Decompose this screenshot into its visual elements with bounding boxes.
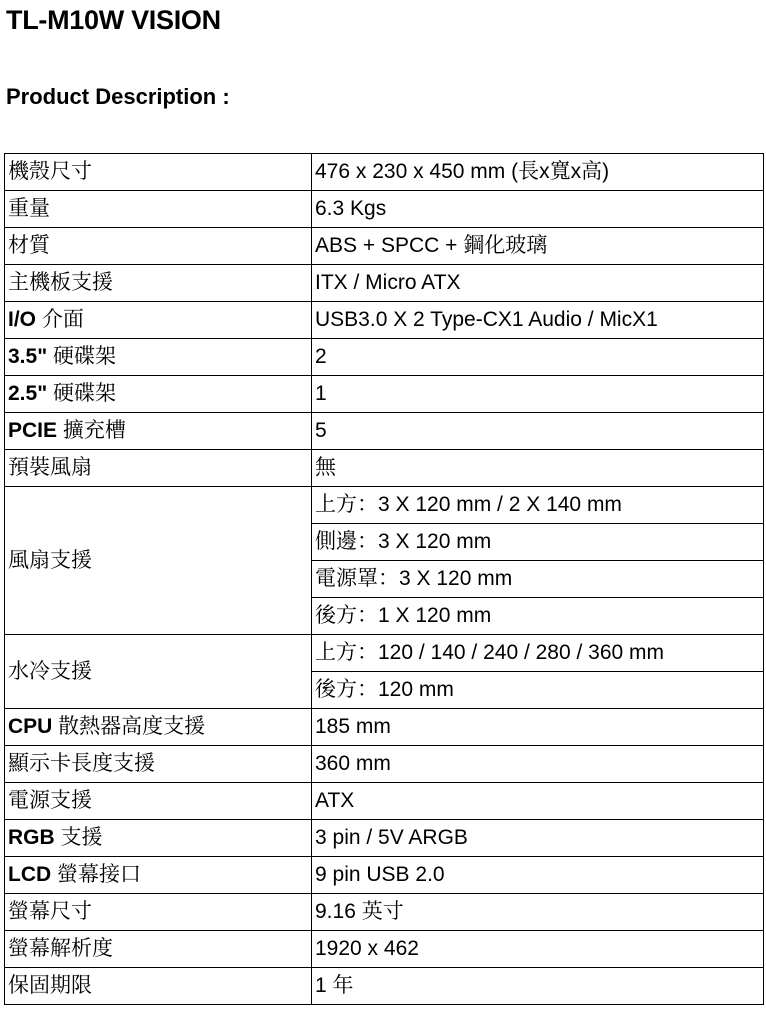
spec-row bbox=[5, 894, 764, 931]
spec-row bbox=[5, 265, 764, 302]
spec-row bbox=[5, 413, 764, 450]
spec-label: 螢幕接口 bbox=[51, 863, 142, 886]
spec-value: ABS + SPCC + 鋼化玻璃 bbox=[312, 228, 764, 265]
spec-label-cell bbox=[5, 857, 312, 894]
spec-label-cell bbox=[5, 191, 312, 228]
spec-label: 電源支援 bbox=[8, 789, 92, 812]
spec-row bbox=[5, 857, 764, 894]
spec-row bbox=[5, 931, 764, 968]
spec-label-bold: RGB bbox=[8, 826, 55, 849]
spec-row bbox=[5, 635, 764, 672]
spec-label-cell bbox=[5, 487, 312, 635]
spec-label-cell bbox=[5, 968, 312, 1005]
spec-label-cell bbox=[5, 709, 312, 746]
spec-row bbox=[5, 709, 764, 746]
spec-label-cell bbox=[5, 783, 312, 820]
spec-value: 9 pin USB 2.0 bbox=[312, 857, 764, 894]
spec-label: 風扇支援 bbox=[8, 548, 92, 572]
spec-label: 主機板支援 bbox=[8, 271, 113, 294]
spec-row bbox=[5, 820, 764, 857]
spec-value: 6.3 Kgs bbox=[312, 191, 764, 228]
spec-label-cell bbox=[5, 265, 312, 302]
spec-label: 螢幕解析度 bbox=[8, 937, 113, 960]
spec-label-bold: PCIE bbox=[8, 419, 58, 442]
spec-value: ITX / Micro ATX bbox=[312, 265, 764, 302]
spec-row bbox=[5, 487, 764, 524]
spec-value: 1 年 bbox=[312, 968, 764, 1005]
spec-label-cell bbox=[5, 339, 312, 376]
spec-label-cell bbox=[5, 154, 312, 191]
spec-value: 1 bbox=[312, 376, 764, 413]
spec-label: 保固期限 bbox=[8, 974, 92, 997]
spec-value: 2 bbox=[312, 339, 764, 376]
spec-value: 5 bbox=[312, 413, 764, 450]
spec-label: 支援 bbox=[54, 826, 103, 849]
spec-label-bold: CPU bbox=[8, 715, 53, 738]
spec-label-cell bbox=[5, 635, 312, 709]
spec-row bbox=[5, 746, 764, 783]
spec-label: 螢幕尺寸 bbox=[8, 900, 92, 923]
spec-value: 9.16 英寸 bbox=[312, 894, 764, 931]
spec-label: 散熱器高度支援 bbox=[52, 715, 206, 738]
spec-label: 硬碟架 bbox=[47, 345, 116, 368]
spec-label-cell bbox=[5, 376, 312, 413]
spec-row bbox=[5, 376, 764, 413]
spec-row bbox=[5, 154, 764, 191]
spec-value: 上方：3 X 120 mm / 2 X 140 mm bbox=[312, 487, 764, 524]
spec-value: ATX bbox=[312, 783, 764, 820]
spec-label: 介面 bbox=[36, 308, 84, 331]
spec-label: 材質 bbox=[8, 234, 50, 257]
spec-label: 預裝風扇 bbox=[8, 456, 92, 479]
spec-value: 後方：120 mm bbox=[312, 672, 764, 709]
spec-value: 無 bbox=[312, 450, 764, 487]
spec-label-bold: I/O bbox=[8, 308, 37, 331]
spec-value: 後方：1 X 120 mm bbox=[312, 598, 764, 635]
spec-label-cell bbox=[5, 746, 312, 783]
spec-row bbox=[5, 302, 764, 339]
spec-row bbox=[5, 228, 764, 265]
document-title: TL-M10W VISION bbox=[6, 5, 221, 35]
spec-table-body bbox=[5, 154, 764, 1005]
spec-label-cell bbox=[5, 931, 312, 968]
spec-value: 185 mm bbox=[312, 709, 764, 746]
spec-label-cell bbox=[5, 413, 312, 450]
spec-label: 水冷支援 bbox=[8, 659, 92, 683]
spec-value: 1920 x 462 bbox=[312, 931, 764, 968]
spec-label: 擴充槽 bbox=[57, 419, 126, 442]
spec-label: 機殼尺寸 bbox=[8, 160, 92, 183]
spec-label-bold: 2.5" bbox=[8, 382, 48, 405]
spec-row bbox=[5, 450, 764, 487]
spec-label-cell bbox=[5, 450, 312, 487]
section-heading: Product Description : bbox=[6, 84, 230, 109]
spec-row bbox=[5, 191, 764, 228]
spec-value: 上方：120 / 140 / 240 / 280 / 360 mm bbox=[312, 635, 764, 672]
spec-label-bold: 3.5" bbox=[8, 345, 48, 368]
spec-label: 硬碟架 bbox=[47, 382, 116, 405]
spec-value: 側邊：3 X 120 mm bbox=[312, 524, 764, 561]
spec-row bbox=[5, 339, 764, 376]
spec-row bbox=[5, 783, 764, 820]
spec-table bbox=[4, 153, 764, 1005]
spec-row bbox=[5, 968, 764, 1005]
spec-value: USB3.0 X 2 Type-CX1 Audio / MicX1 bbox=[312, 302, 764, 339]
spec-label-cell bbox=[5, 894, 312, 931]
spec-value: 3 pin / 5V ARGB bbox=[312, 820, 764, 857]
spec-label-bold: LCD bbox=[8, 863, 52, 886]
spec-label-cell bbox=[5, 302, 312, 339]
spec-label: 重量 bbox=[8, 197, 50, 220]
spec-value: 476 x 230 x 450 mm (長x寬x高) bbox=[312, 154, 764, 191]
spec-label-cell bbox=[5, 228, 312, 265]
spec-value: 360 mm bbox=[312, 746, 764, 783]
spec-label-cell bbox=[5, 820, 312, 857]
spec-value: 電源罩：3 X 120 mm bbox=[312, 561, 764, 598]
spec-label: 顯示卡長度支援 bbox=[8, 752, 155, 775]
